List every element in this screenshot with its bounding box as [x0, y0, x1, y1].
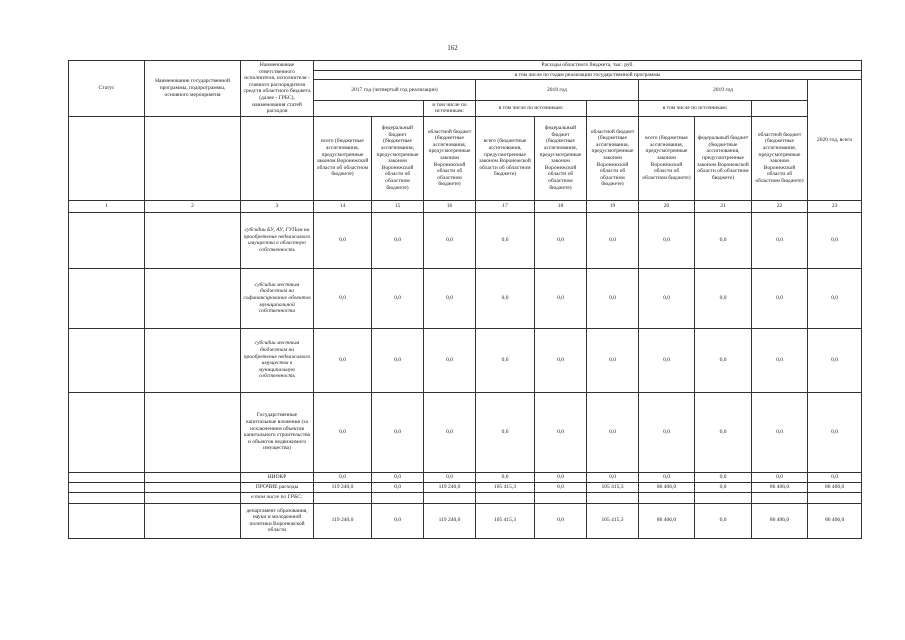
value-cell: 0,0 [314, 392, 372, 472]
value-cell: 0,0 [639, 268, 695, 328]
header-sub: в том числе по годам реализации государственной программы [314, 70, 862, 80]
column-number: 19 [587, 200, 639, 212]
status-cell [69, 503, 145, 538]
value-cell: 0,0 [424, 392, 476, 472]
budget-table [68, 60, 862, 539]
value-cell: 0,0 [695, 503, 752, 538]
header-program: Наименование государственной программы, подпрограммы, основного мероприятия [145, 61, 241, 117]
value-cell: 0,0 [639, 328, 695, 392]
column-number: 3 [241, 200, 314, 212]
header-year-2019: 2019 год [639, 80, 808, 100]
value-cell: 119 240,0 [314, 503, 372, 538]
header-year-2017: 2017 год (четвертый год реализации) [314, 80, 476, 100]
header-2017-regional: областной бюджет (бюджетные ассигнования, предусмотренные законом Воронежской области об областном бюджете) [424, 116, 476, 200]
row-name: субсидии местным бюджетам на софинансирование объектов муниципальной собственности [241, 268, 314, 328]
header-status: Статус [69, 61, 145, 117]
column-number: 1 [69, 200, 145, 212]
table-row [69, 392, 862, 472]
value-cell: 0,0 [476, 328, 535, 392]
program-cell [145, 328, 241, 392]
value-cell: 0,0 [372, 472, 424, 482]
value-cell: 0,0 [424, 268, 476, 328]
table-row [69, 482, 862, 492]
header-status-cont [69, 116, 145, 200]
value-cell: 0,0 [808, 328, 862, 392]
value-cell: 0,0 [535, 328, 587, 392]
header-sources-2017-pad [314, 100, 424, 116]
value-cell: 0,0 [535, 482, 587, 492]
header-2019-regional: областной бюджет (бюджетные ассигнования, предусмотренные законом Воронежской области об областном бюджете) [752, 116, 808, 200]
header-2017-total: всего (бюджетные ассигнования, предусмотренные законом Воронежской области об областном бюджете) [314, 116, 372, 200]
value-cell: 0,0 [695, 472, 752, 482]
value-cell: 0,0 [695, 482, 752, 492]
value-cell: 0,0 [587, 328, 639, 392]
status-cell [69, 212, 145, 268]
value-cell: 0,0 [314, 472, 372, 482]
value-cell [424, 492, 476, 503]
table-row [69, 503, 862, 538]
value-cell: 105 415,3 [476, 503, 535, 538]
value-cell: 0,0 [587, 472, 639, 482]
column-number: 15 [372, 200, 424, 212]
program-cell [145, 392, 241, 472]
status-cell [69, 472, 145, 482]
value-cell: 0,0 [372, 268, 424, 328]
value-cell: 0,0 [535, 268, 587, 328]
value-cell: 0,0 [314, 328, 372, 392]
header-2019-total: всего (бюджетные ассигнования, предусмотренные законом Воронежской области об областном бюджете) [639, 116, 695, 200]
column-number: 16 [424, 200, 476, 212]
value-cell: 119 240,0 [424, 482, 476, 492]
column-number: 23 [808, 200, 862, 212]
value-cell [535, 492, 587, 503]
value-cell: 86 406,0 [639, 503, 695, 538]
header-year-2018: 2018 год [476, 80, 639, 100]
row-name: ПРОЧИЕ расходы [241, 482, 314, 492]
status-cell [69, 492, 145, 503]
table-row [69, 212, 862, 268]
value-cell: 119 240,0 [314, 482, 372, 492]
header-sources-2019: в том числе по источникам: [639, 100, 752, 116]
value-cell: 105 415,3 [587, 482, 639, 492]
data-rows [69, 212, 862, 538]
value-cell [476, 492, 535, 503]
value-cell: 0,0 [808, 268, 862, 328]
value-cell: 0,0 [476, 268, 535, 328]
value-cell: 0,0 [535, 212, 587, 268]
header-sources-2018: в том числе по источникам: [476, 100, 587, 116]
value-cell: 0,0 [424, 328, 476, 392]
value-cell: 0,0 [695, 392, 752, 472]
value-cell: 86 406,0 [808, 503, 862, 538]
column-number: 14 [314, 200, 372, 212]
program-cell [145, 482, 241, 492]
value-cell: 0,0 [639, 212, 695, 268]
value-cell: 0,0 [372, 482, 424, 492]
header-2019-federal: федеральный бюджет (бюджетные ассигнования, предусмотренные законом Воронежской области об областном бюджете) [695, 116, 752, 200]
value-cell: 0,0 [535, 392, 587, 472]
header-2017-federal: федеральный бюджет (бюджетные ассигнования, предусмотренные законом Воронежской области об областном бюджете) [372, 116, 424, 200]
value-cell: 119 240,0 [424, 503, 476, 538]
value-cell [695, 492, 752, 503]
header-executor-cont [241, 116, 314, 200]
value-cell [808, 492, 862, 503]
value-cell [639, 492, 695, 503]
value-cell: 86 406,0 [639, 482, 695, 492]
status-cell [69, 392, 145, 472]
value-cell: 0,0 [476, 472, 535, 482]
value-cell: 0,0 [587, 268, 639, 328]
row-name: в том числе по ГРБС: [241, 492, 314, 503]
value-cell [752, 492, 808, 503]
program-cell [145, 212, 241, 268]
value-cell: 0,0 [372, 212, 424, 268]
value-cell: 0,0 [372, 328, 424, 392]
program-cell [145, 503, 241, 538]
row-name: субсидии БУ, АУ, ГУПам на приобретение недвижимого имущества в областную собственность [241, 212, 314, 268]
header-2018-total: всего (бюджетные ассигнования, предусмотренные законом Воронежской области об областном бюджете) [476, 116, 535, 200]
value-cell [314, 492, 372, 503]
column-number: 18 [535, 200, 587, 212]
value-cell: 0,0 [372, 392, 424, 472]
value-cell: 0,0 [424, 472, 476, 482]
row-name: НИОКР [241, 472, 314, 482]
row-name: субсидии местным бюджетам на приобретение недвижимого имущества в муниципальную собственность [241, 328, 314, 392]
table-row [69, 268, 862, 328]
value-cell: 0,0 [752, 328, 808, 392]
value-cell: 0,0 [808, 212, 862, 268]
table-row [69, 472, 862, 482]
value-cell: 0,0 [639, 472, 695, 482]
program-cell [145, 492, 241, 503]
program-cell [145, 472, 241, 482]
value-cell: 0,0 [808, 472, 862, 482]
value-cell: 0,0 [314, 268, 372, 328]
value-cell: 0,0 [372, 503, 424, 538]
value-cell: 0,0 [535, 503, 587, 538]
value-cell: 0,0 [752, 212, 808, 268]
value-cell: 0,0 [639, 392, 695, 472]
value-cell: 0,0 [695, 268, 752, 328]
column-number: 22 [752, 200, 808, 212]
table-row [69, 492, 862, 503]
value-cell: 0,0 [587, 392, 639, 472]
value-cell: 0,0 [808, 392, 862, 472]
value-cell: 86 406,0 [752, 482, 808, 492]
value-cell: 0,0 [476, 392, 535, 472]
value-cell: 0,0 [752, 392, 808, 472]
header-2018-federal: федеральный бюджет (бюджетные ассигнования, предусмотренные законом Воронежской области об областном бюджете) [535, 116, 587, 200]
status-cell [69, 268, 145, 328]
header-executor: Наименование ответственного исполнителя, исполнителя - главного распорядителя средств областного бюджета (далее - ГРБС), наименования статей расходов [241, 61, 314, 117]
column-number: 21 [695, 200, 752, 212]
value-cell: 0,0 [752, 268, 808, 328]
row-name: департамент образования, науки и молодежной политики Воронежской области [241, 503, 314, 538]
header-2020-total: 2020 год, всего [808, 80, 862, 201]
value-cell: 0,0 [314, 212, 372, 268]
column-number: 2 [145, 200, 241, 212]
value-cell: 0,0 [695, 212, 752, 268]
column-number: 20 [639, 200, 695, 212]
status-cell [69, 482, 145, 492]
header-top: Расходы областного бюджета, тыс. руб. [314, 61, 862, 71]
header-2018-regional: областной бюджет (бюджетные ассигнования, предусмотренные законом Воронежской области об областном бюджете) [587, 116, 639, 200]
column-number: 17 [476, 200, 535, 212]
value-cell [372, 492, 424, 503]
value-cell: 0,0 [587, 212, 639, 268]
header-sources-2018-pad [587, 100, 639, 116]
header-sources-2019-pad [752, 100, 808, 116]
table-row [69, 328, 862, 392]
status-cell [69, 328, 145, 392]
value-cell: 105 415,3 [476, 482, 535, 492]
row-name: Государственные капитальные вложения (за исключением объектов капитального строительства и объектов недвижимого имущества) [241, 392, 314, 472]
value-cell: 0,0 [695, 328, 752, 392]
value-cell: 0,0 [424, 212, 476, 268]
page-number: 162 [447, 44, 458, 52]
value-cell [587, 492, 639, 503]
value-cell: 86 406,0 [752, 503, 808, 538]
value-cell: 0,0 [535, 472, 587, 482]
value-cell: 0,0 [752, 472, 808, 482]
header-sources-2017: в том числе по источникам: [424, 100, 476, 116]
value-cell: 0,0 [476, 212, 535, 268]
value-cell: 86 406,0 [808, 482, 862, 492]
program-cell [145, 268, 241, 328]
value-cell: 105 415,3 [587, 503, 639, 538]
header-program-cont [145, 116, 241, 200]
